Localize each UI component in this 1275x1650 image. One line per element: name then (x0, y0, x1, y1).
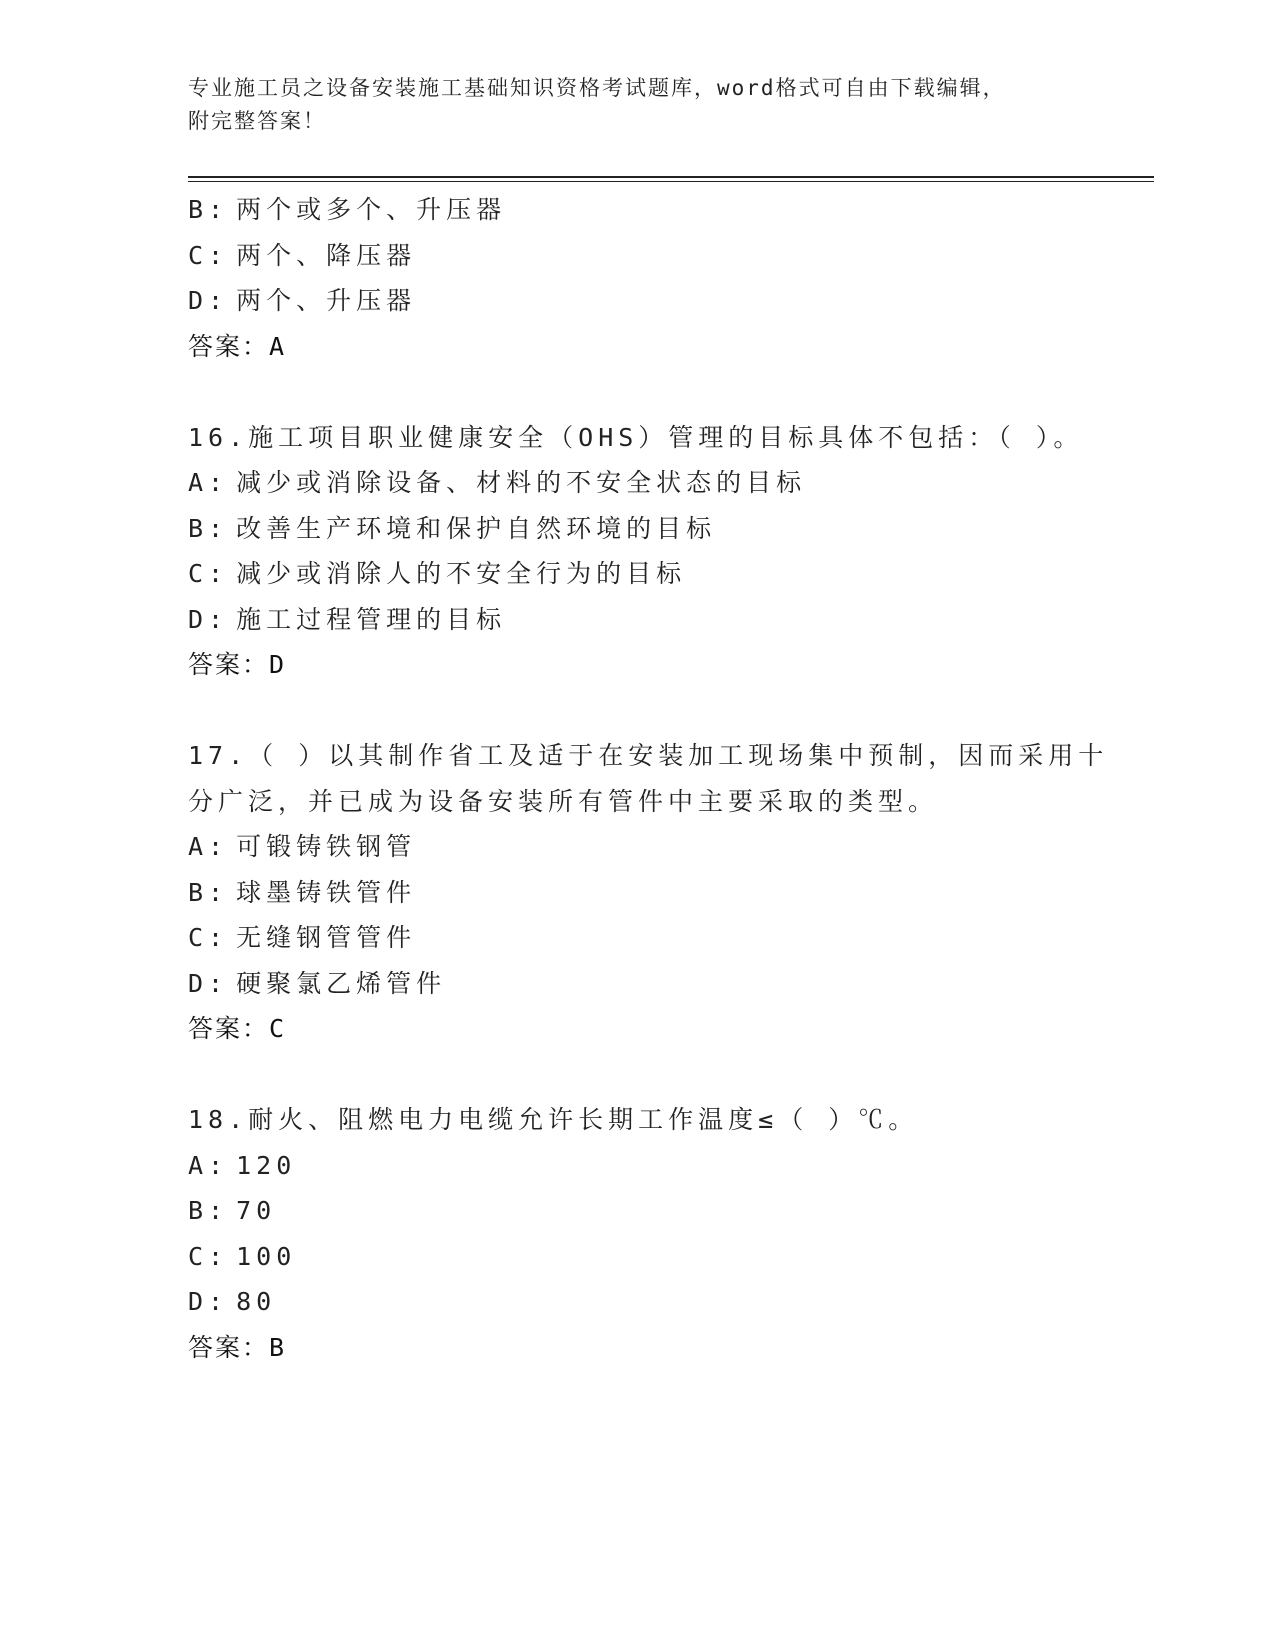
option-label: D: (188, 604, 229, 634)
question-list (188, 187, 1109, 1370)
option-label: D: (188, 968, 229, 998)
option-label: B: (188, 1196, 229, 1225)
option-text: 可锻铸铁钢管 (236, 832, 417, 861)
question-stem-line-2: 分广泛，并已成为设备安装所有管件中主要采取的类型。 (188, 786, 939, 816)
option-a (188, 460, 1088, 506)
option-text: 100 (236, 1241, 297, 1271)
header-divider-thin (188, 181, 1154, 182)
option-label: B: (188, 877, 229, 907)
option-text: 120 (236, 1150, 297, 1180)
question-stem: 16.施工项目职业健康安全（OHS）管理的目标具体不包括：（ ）。 (188, 422, 1084, 452)
option-b (188, 187, 1088, 233)
option-label: D: (188, 286, 229, 315)
option-b (188, 506, 1088, 552)
option-d (188, 961, 1088, 1007)
option-label: B: (188, 195, 229, 224)
question-15-continued (188, 187, 1088, 369)
option-d (188, 1279, 1088, 1325)
header-line-2: 附完整答案！ (188, 109, 326, 133)
option-a (188, 824, 1088, 870)
option-text: 两个或多个、升压器 (236, 195, 507, 224)
option-text: 两个、升压器 (236, 286, 417, 315)
answer-line: 答案：D (188, 650, 287, 679)
option-d (188, 278, 1088, 324)
option-label: A: (188, 832, 229, 861)
option-text: 70 (236, 1196, 277, 1225)
option-d (188, 597, 1088, 643)
option-text: 施工过程管理的目标 (236, 604, 507, 634)
option-label: A: (188, 1150, 229, 1180)
option-label: C: (188, 923, 229, 952)
option-b (188, 1188, 1088, 1234)
option-text: 无缝钢管管件 (236, 923, 417, 952)
option-a (188, 1143, 1088, 1189)
option-text: 球墨铸铁管件 (236, 877, 417, 907)
question-18 (188, 1097, 1088, 1370)
header-line-1: 专业施工员之设备安装施工基础知识资格考试题库，word格式可自由下载编辑， (188, 76, 1006, 100)
spacer (188, 688, 1088, 734)
option-b (188, 870, 1088, 916)
option-text: 改善生产环境和保护自然环境的目标 (236, 513, 717, 543)
option-label: B: (188, 513, 229, 543)
option-label: C: (188, 240, 229, 270)
spacer (188, 369, 1088, 415)
option-c (188, 1234, 1088, 1280)
header-divider-thick (188, 176, 1154, 178)
document-header (188, 72, 1068, 138)
answer-line: 答案：B (188, 1332, 287, 1362)
option-label: A: (188, 468, 229, 497)
option-text: 减少或消除人的不安全行为的目标 (236, 559, 687, 588)
question-stem-line-1: 17.（ ）以其制作省工及适于在安装加工现场集中预制，因而采用十 (188, 741, 1109, 770)
question-17 (188, 733, 1109, 1052)
question-stem: 18.耐火、阻燃电力电缆允许长期工作温度≤（ ）℃。 (188, 1105, 919, 1134)
option-label: C: (188, 559, 229, 588)
option-c (188, 551, 1088, 597)
option-text: 硬聚氯乙烯管件 (236, 968, 447, 998)
option-text: 两个、降压器 (236, 240, 417, 270)
answer-line: 答案：A (188, 331, 287, 361)
option-c (188, 233, 1088, 279)
option-label: D: (188, 1287, 229, 1316)
spacer (188, 1052, 1088, 1098)
option-text: 80 (236, 1287, 277, 1316)
option-c (188, 915, 1088, 961)
option-label: C: (188, 1241, 229, 1271)
answer-line: 答案：C (188, 1014, 287, 1043)
question-16 (188, 415, 1088, 688)
option-text: 减少或消除设备、材料的不安全状态的目标 (236, 468, 807, 497)
